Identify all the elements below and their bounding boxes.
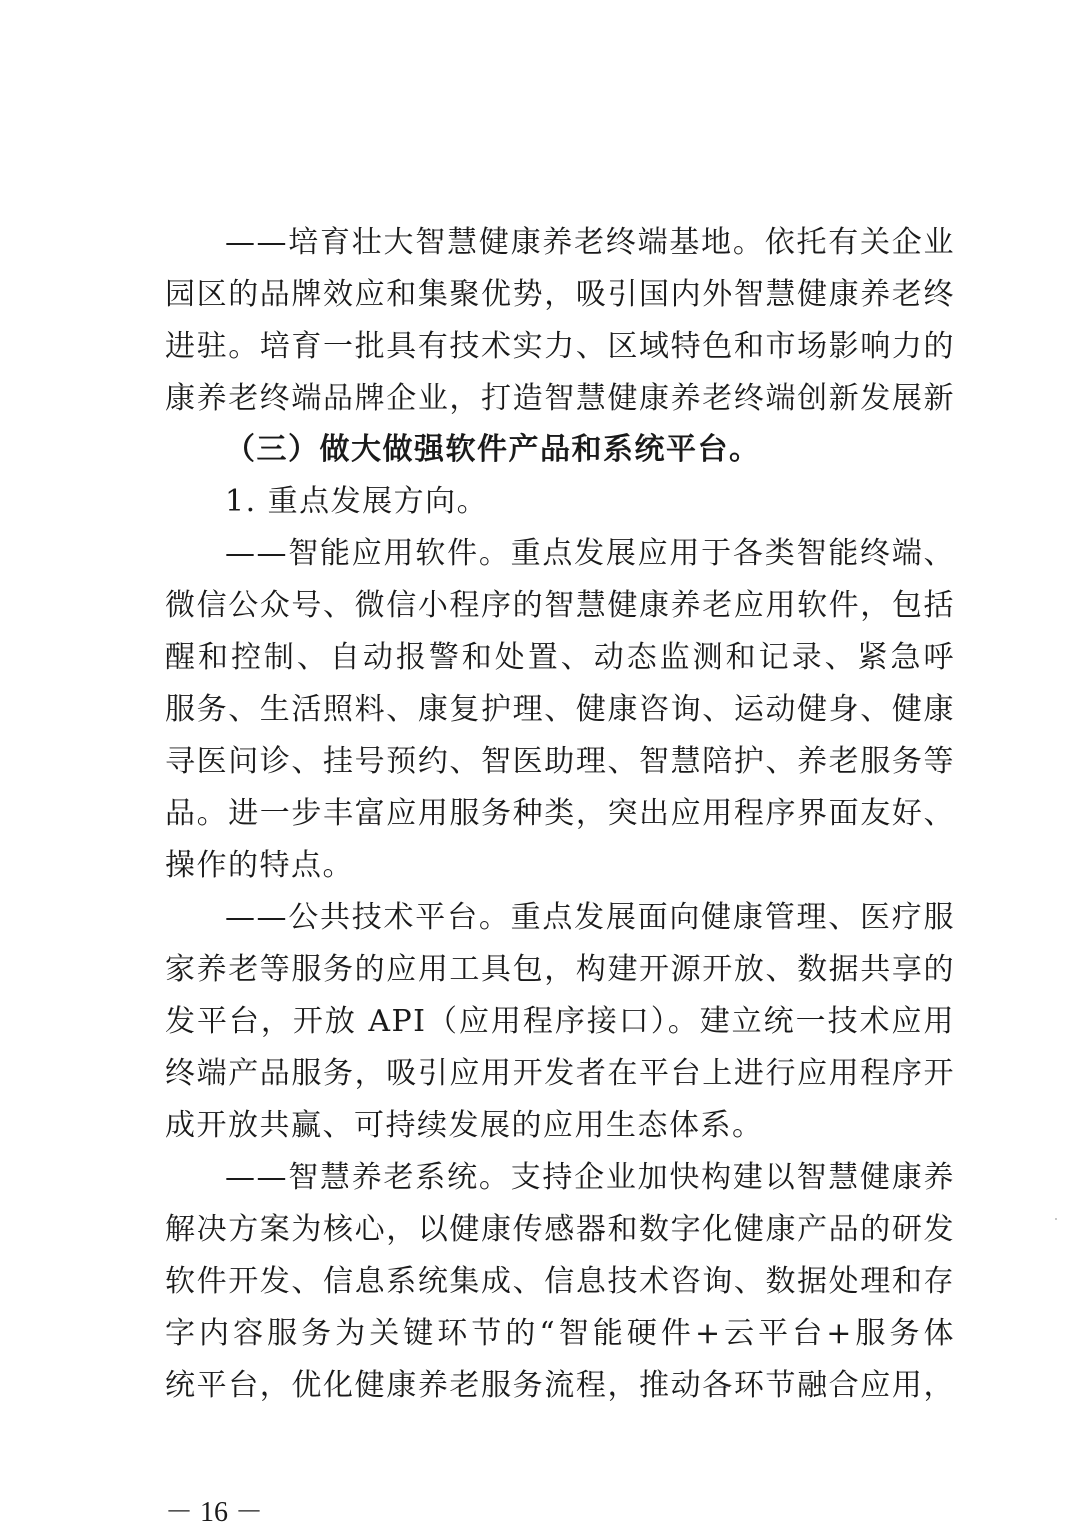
page-number: － 16 － xyxy=(165,1497,264,1528)
text-line: ——培育壮大智慧健康养老终端基地。依托有关企业 xyxy=(225,225,955,260)
text-line: 服务、生活照料、康复护理、健康咨询、运动健身、健康 xyxy=(165,692,955,727)
text-line: ——智能应用软件。重点发展应用于各类智能终端、 xyxy=(225,536,955,571)
text-line: 解决方案为核心，以健康传感器和数字化健康产品的研发 xyxy=(165,1212,955,1247)
text-line: 软件开发、信息系统集成、信息技术咨询、数据处理和存 xyxy=(165,1264,955,1299)
text-line: 成开放共赢、可持续发展的应用生态体系。 xyxy=(165,1108,764,1143)
text-line: ——智慧养老系统。支持企业加快构建以智慧健康养 xyxy=(225,1160,955,1195)
text-line: 微信公众号、微信小程序的智慧健康养老应用软件，包括 xyxy=(165,588,955,623)
text-line: 康养老终端品牌企业，打造智慧健康养老终端创新发展新 xyxy=(165,381,955,416)
text-line: 统平台，优化健康养老服务流程，推动各环节融合应用， xyxy=(165,1368,955,1403)
scan-speck xyxy=(1055,1218,1057,1220)
text-line: ——公共技术平台。重点发展面向健康管理、医疗服 xyxy=(225,900,955,935)
text-line: 终端产品服务，吸引应用开发者在平台上进行应用程序开 xyxy=(165,1056,955,1091)
text-line: 操作的特点。 xyxy=(165,848,354,883)
text-line: 发平台，开放 API（应用程序接口）。建立统一技术应用 xyxy=(165,1004,955,1039)
text-line: 字内容服务为关键环节的“智能硬件+云平台+服务体 xyxy=(165,1316,955,1351)
text-line: 进驻。培育一批具有技术实力、区域特色和市场影响力的 xyxy=(165,329,955,364)
text-line: 品。进一步丰富应用服务种类，突出应用程序界面友好、 xyxy=(165,796,955,831)
section-heading: （三）做大做强软件产品和系统平台。 xyxy=(225,432,761,467)
text-line: 寻医问诊、挂号预约、智医助理、智慧陪护、养老服务等 xyxy=(165,744,955,779)
text-line: 醒和控制、自动报警和处置、动态监测和记录、紧急呼 xyxy=(165,640,955,675)
text-line: 园区的品牌效应和集聚优势，吸引国内外智慧健康养老终 xyxy=(165,277,955,312)
subsection-heading: 1. 重点发展方向。 xyxy=(225,484,489,519)
text-line: 家养老等服务的应用工具包，构建开源开放、数据共享的 xyxy=(165,952,955,987)
